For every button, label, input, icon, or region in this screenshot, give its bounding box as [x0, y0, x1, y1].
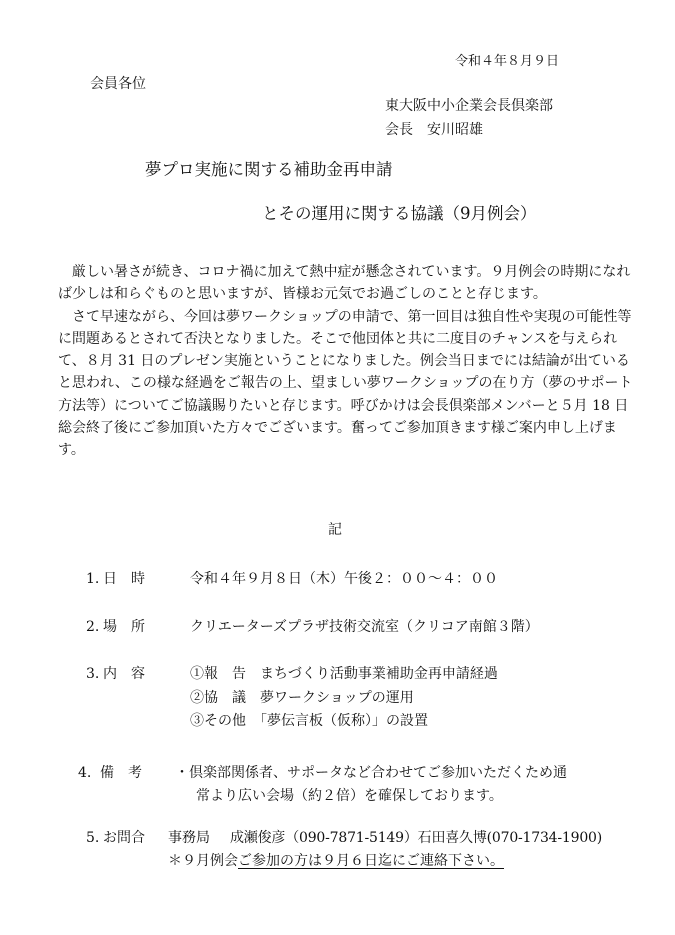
item-label: 日 時 — [103, 571, 145, 587]
content-line-1: ①報 告 まちづくり活動事業補助金再申請経過 — [190, 666, 498, 682]
content-line-3: ③その他 「夢伝言板（仮称）」の設置 — [190, 713, 428, 729]
body-paragraph-2: さて早速ながら、今回は夢ワークショップの申請で、第一回目は独自性や実現の可能性等に問題あるとされて否決となりました。そこで他団体と共に二度目のチャンスを与えられて、８月 31 日のプレゼン実施ということになりました。例会当日までには結論が出ていると思われ、この様な経過をご報告の上、望ましい夢ワークショップの在り方（夢のサポート方法等）についてご協議賜りたいと存じます。呼びかけは会長倶楽部メンバーと５月 18 日総会終了後にご参加頂いた方々でございます。奮ってご参加頂きます様ご案内申し上げます。 — [58, 308, 633, 459]
title-line-1: 夢プロ実施に関する補助金再申請 — [145, 160, 393, 179]
item-number: 3. — [86, 666, 100, 682]
item-value: クリエーターズプラザ技術交流室（クリコア南館３階） — [190, 619, 539, 635]
contact-office: 事務局 — [168, 830, 210, 846]
item-number: 1. — [86, 571, 100, 587]
item-label: 備 考 — [100, 765, 142, 781]
notes-line-2: 常より広い会場（約２倍）を確保しております。 — [196, 788, 503, 804]
contact-note-prefix: ＊９月例会 — [168, 853, 238, 869]
item-number: 4. — [78, 765, 92, 781]
item-notes — [0, 764, 675, 809]
item-contact — [0, 829, 675, 874]
notes-line-1: ・倶楽部関係者、サポータなど合わせてご参加いただくため通 — [175, 765, 567, 781]
title-line-2: とその運用に関する協議（9月例会） — [262, 204, 537, 223]
item-label: 内 容 — [103, 666, 145, 682]
body-paragraph-1: 厳しい暑さが続き、コロナ禍に加えて熱中症が懸念されています。９月例会の時期になれば少しは和らぐものと思いますが、皆様お元気でお過ごしのことと存じます。 — [58, 264, 631, 303]
item-label: お問合 — [103, 830, 145, 846]
contact-note-deadline: ご参加の方は９月６日迄にご連絡下さい。 — [238, 853, 504, 869]
item-value: 令和４年９月８日（木）午後２：００～４：００ — [190, 571, 498, 587]
recipient: 会員各位 — [90, 76, 146, 92]
body-text — [58, 261, 633, 462]
ki-heading: 記 — [328, 522, 342, 538]
document-date: 令和４年８月９日 — [455, 54, 560, 69]
item-number: 2. — [86, 619, 100, 635]
content-line-2: ②協 議 夢ワークショップの運用 — [190, 690, 414, 706]
item-content — [0, 665, 675, 735]
contact-note — [168, 852, 504, 870]
sender-name: 会長 安川昭雄 — [385, 122, 483, 138]
contact-line-1: 成瀬俊彦（090-7871-5149）石田喜久博(070-1734-1900) — [230, 830, 603, 846]
item-label: 場 所 — [103, 619, 145, 635]
item-number: 5. — [86, 830, 100, 846]
sender-organization: 東大阪中小企業会長倶楽部 — [385, 98, 553, 114]
